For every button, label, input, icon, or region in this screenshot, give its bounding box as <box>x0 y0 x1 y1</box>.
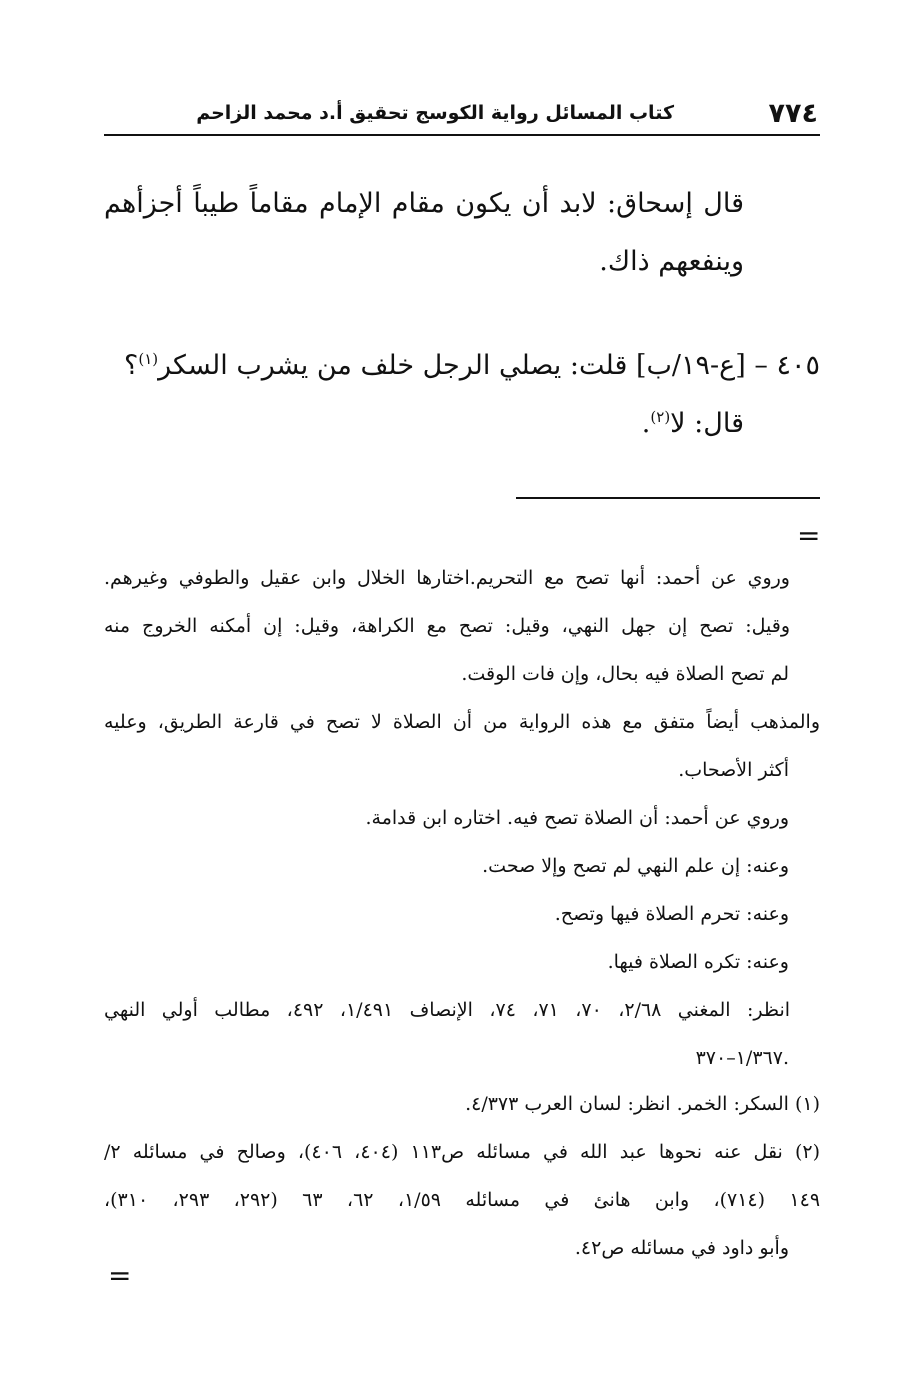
answer-end: . <box>641 408 651 439</box>
question-end: ؟ <box>124 350 139 381</box>
footnote-line: لم تصح الصلاة فيه بحال، وإن فات الوقت. <box>461 663 789 685</box>
question-text: [ع-١٩/ب] قلت: يصلي الرجل خلف من يشرب السكر <box>158 350 746 381</box>
footnote-2-line: ١٤٩ (٧١٤)، وابن هانئ في مسائله ١/٥٩، ٦٢، ٦٣ (٢٩٢، ٢٩٣، ٣١٠)، <box>104 1189 821 1211</box>
footnote-line: وقيل: تصح إن جهل النهي، وقيل: تصح مع الكراهة، وقيل: إن أمكنه الخروج منه <box>104 615 790 637</box>
footnote-ref-1: (١) <box>138 350 159 368</box>
footnote-1: (١) السكر: الخمر. انظر: لسان العرب ٤/٣٧٣. <box>465 1093 820 1115</box>
question-405 <box>124 350 820 381</box>
footnote-line: وعنه: إن علم النهي لم تصح وإلا صحت. <box>482 855 789 877</box>
question-number: ٤٠٥ – <box>754 350 820 381</box>
footnote-line: وعنه: تكره الصلاة فيها. <box>607 951 789 973</box>
answer-405 <box>642 408 744 439</box>
end-marker: = <box>108 1259 132 1292</box>
footnote-line: والمذهب أيضاً متفق مع هذه الرواية من أن الصلاة لا تصح في قارعة الطريق، وعليه <box>104 711 820 733</box>
header-rule <box>104 134 820 136</box>
footnote-line: وروي عن أحمد: أنها تصح مع التحريم.اختارها الخلال وابن عقيل والطوفي وغيرهم. <box>104 567 790 589</box>
para1-line1: قال إسحاق: لابد أن يكون مقام الإمام مقاماً طيباً أجزأهم <box>104 188 744 219</box>
page-header <box>104 92 820 134</box>
answer-text: قال: لا <box>670 408 744 439</box>
footnote-2-line: (٢) نقل عنه نحوها عبد الله في مسائله ص١١٣ (٤٠٤، ٤٠٦)، وصالح في مسائله ٢/ <box>104 1141 821 1163</box>
footnote-line: وروي عن أحمد: أن الصلاة تصح فيه. اختاره ابن قدامة. <box>365 807 789 829</box>
footnote-2-line: وأبو داود في مسائله ص٤٢. <box>574 1237 789 1259</box>
page-number: ٧٧٤ <box>768 98 818 129</box>
para1-line2: وينفعهم ذاك. <box>599 246 744 277</box>
footnote-separator <box>516 497 820 499</box>
footnote-line: انظر: المغني ٢/٦٨، ٧٠، ٧١، ٧٤، الإنصاف ١/٤٩١، ٤٩٢، مطالب أولي النهي <box>104 999 791 1021</box>
continuation-marker: = <box>797 519 821 552</box>
footnote-ref-2: (٢) <box>650 408 671 426</box>
footnote-line: ١/٣٦٧–٣٧٠. <box>695 1047 789 1069</box>
footnote-line: وعنه: تحرم الصلاة فيها وتصح. <box>554 903 789 925</box>
footnote-line: أكثر الأصحاب. <box>678 759 789 781</box>
running-title: كتاب المسائل رواية الكوسج تحقيق أ.د محمد الزاحم <box>196 102 674 124</box>
